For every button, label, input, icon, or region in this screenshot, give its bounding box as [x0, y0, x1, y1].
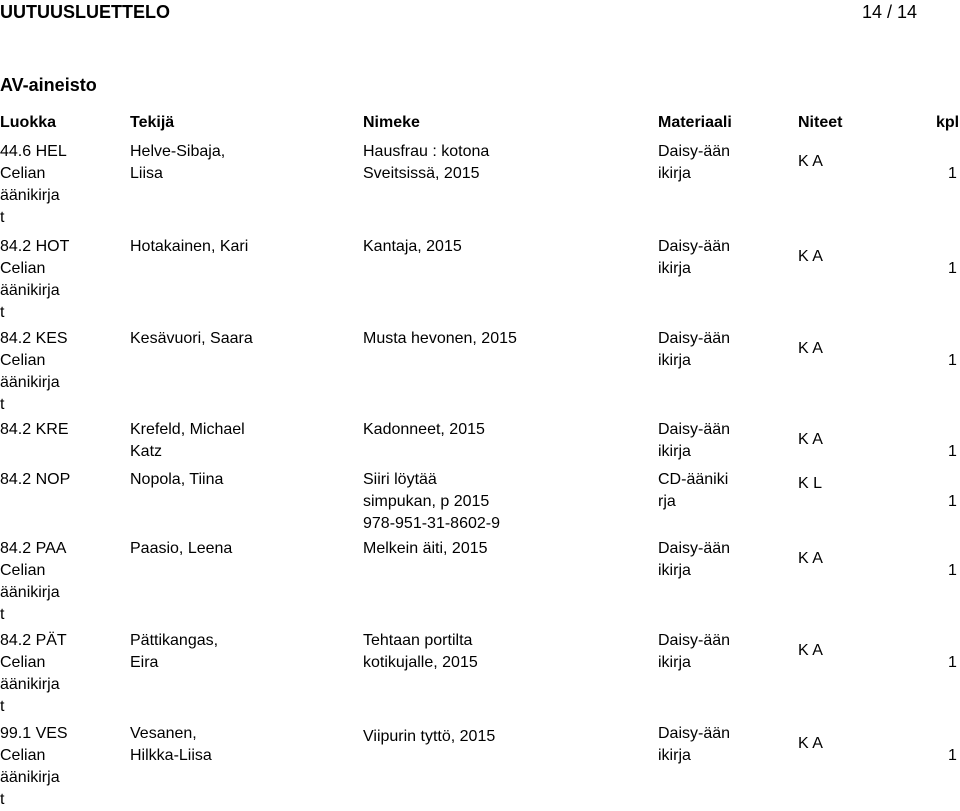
cell-materiaali: Daisy-ään — [658, 540, 731, 557]
cell-nimeke: Kantaja, 2015 — [363, 238, 462, 255]
cell-nimeke: Viipurin tyttö, 2015 — [363, 728, 496, 745]
cell-nimeke: kotikujalle, 2015 — [363, 654, 478, 671]
cell-tekija: Krefeld, Michael — [130, 421, 245, 438]
cell-luokka: 84.2 NOP — [0, 471, 71, 488]
column-header-nimeke: Nimeke — [363, 114, 420, 131]
cell-luokka: äänikirja — [0, 282, 60, 299]
cell-luokka: Celian — [0, 562, 46, 579]
cell-luokka: t — [0, 209, 5, 226]
cell-materiaali: ikirja — [658, 352, 691, 369]
cell-luokka: 84.2 KRE — [0, 421, 69, 438]
cell-nimeke: Siiri löytää — [363, 471, 437, 488]
cell-nimeke: Tehtaan portilta — [363, 632, 473, 649]
cell-tekija: Liisa — [130, 165, 163, 182]
cell-kpl: 1 — [948, 260, 957, 277]
cell-niteet: K A — [798, 431, 823, 448]
cell-luokka: t — [0, 396, 5, 413]
cell-kpl: 1 — [948, 654, 957, 671]
cell-materiaali: Daisy-ään — [658, 238, 731, 255]
cell-materiaali: Daisy-ään — [658, 143, 731, 160]
cell-materiaali: Daisy-ään — [658, 725, 731, 742]
cell-tekija: Nopola, Tiina — [130, 471, 224, 488]
cell-kpl: 1 — [948, 352, 957, 369]
cell-materiaali: ikirja — [658, 260, 691, 277]
cell-luokka: t — [0, 698, 5, 715]
cell-luokka: äänikirja — [0, 676, 60, 693]
cell-materiaali: ikirja — [658, 562, 691, 579]
cell-luokka: 84.2 HOT — [0, 238, 70, 255]
cell-niteet: K A — [798, 340, 823, 357]
cell-niteet: K A — [798, 153, 823, 170]
cell-kpl: 1 — [948, 747, 957, 764]
cell-tekija: Hotakainen, Kari — [130, 238, 249, 255]
cell-luokka: äänikirja — [0, 187, 60, 204]
cell-nimeke: Sveitsissä, 2015 — [363, 165, 480, 182]
document-title: UUTUUSLUETTELO — [0, 2, 170, 22]
cell-kpl: 1 — [948, 165, 957, 182]
cell-niteet: K A — [798, 248, 823, 265]
cell-materiaali: ikirja — [658, 443, 691, 460]
cell-nimeke: simpukan, p 2015 — [363, 493, 490, 510]
cell-tekija: Helve-Sibaja, — [130, 143, 226, 160]
cell-luokka: äänikirja — [0, 584, 60, 601]
cell-materiaali: ikirja — [658, 165, 691, 182]
cell-luokka: Celian — [0, 747, 46, 764]
cell-luokka: Celian — [0, 165, 46, 182]
cell-materiaali: CD-ääniki — [658, 471, 729, 488]
cell-niteet: K A — [798, 642, 823, 659]
cell-luokka: 84.2 KES — [0, 330, 68, 347]
cell-niteet: K L — [798, 475, 823, 492]
cell-luokka: 44.6 HEL — [0, 143, 67, 160]
column-header-materiaali: Materiaali — [658, 114, 732, 131]
cell-materiaali: Daisy-ään — [658, 330, 731, 347]
column-header-niteet: Niteet — [798, 114, 843, 131]
cell-luokka: t — [0, 606, 5, 623]
cell-kpl: 1 — [948, 443, 957, 460]
cell-luokka: Celian — [0, 654, 46, 671]
cell-materiaali: rja — [658, 493, 676, 510]
cell-materiaali: ikirja — [658, 747, 691, 764]
cell-materiaali: Daisy-ään — [658, 632, 731, 649]
section-title: AV-aineisto — [0, 75, 97, 95]
cell-kpl: 1 — [948, 562, 957, 579]
cell-niteet: K A — [798, 735, 823, 752]
cell-nimeke: Melkein äiti, 2015 — [363, 540, 488, 557]
cell-nimeke: Kadonneet, 2015 — [363, 421, 485, 438]
column-header-luokka: Luokka — [0, 114, 57, 131]
cell-nimeke: Musta hevonen, 2015 — [363, 330, 517, 347]
cell-luokka: 99.1 VES — [0, 725, 68, 742]
cell-luokka: Celian — [0, 260, 46, 277]
page-number: 14 / 14 — [862, 2, 918, 22]
cell-materiaali: Daisy-ään — [658, 421, 731, 438]
cell-tekija: Vesanen, — [130, 725, 197, 742]
cell-nimeke: 978-951-31-8602-9 — [363, 515, 500, 532]
cell-tekija: Katz — [130, 443, 163, 460]
cell-tekija: Pättikangas, — [130, 632, 219, 649]
cell-tekija: Kesävuori, Saara — [130, 330, 253, 347]
column-header-kpl: kpl — [936, 114, 960, 131]
cell-luokka: 84.2 PÄT — [0, 632, 67, 649]
cell-luokka: Celian — [0, 352, 46, 369]
cell-kpl: 1 — [948, 493, 957, 510]
cell-luokka: 84.2 PAA — [0, 540, 67, 557]
cell-luokka: äänikirja — [0, 769, 60, 786]
cell-tekija: Eira — [130, 654, 159, 671]
cell-nimeke: Hausfrau : kotona — [363, 143, 490, 160]
cell-tekija: Hilkka-Liisa — [130, 747, 212, 764]
cell-luokka: t — [0, 304, 5, 321]
cell-niteet: K A — [798, 550, 823, 567]
cell-luokka: äänikirja — [0, 374, 60, 391]
column-header-tekija: Tekijä — [130, 114, 175, 131]
cell-luokka: t — [0, 791, 5, 808]
cell-materiaali: ikirja — [658, 654, 691, 671]
cell-tekija: Paasio, Leena — [130, 540, 233, 557]
